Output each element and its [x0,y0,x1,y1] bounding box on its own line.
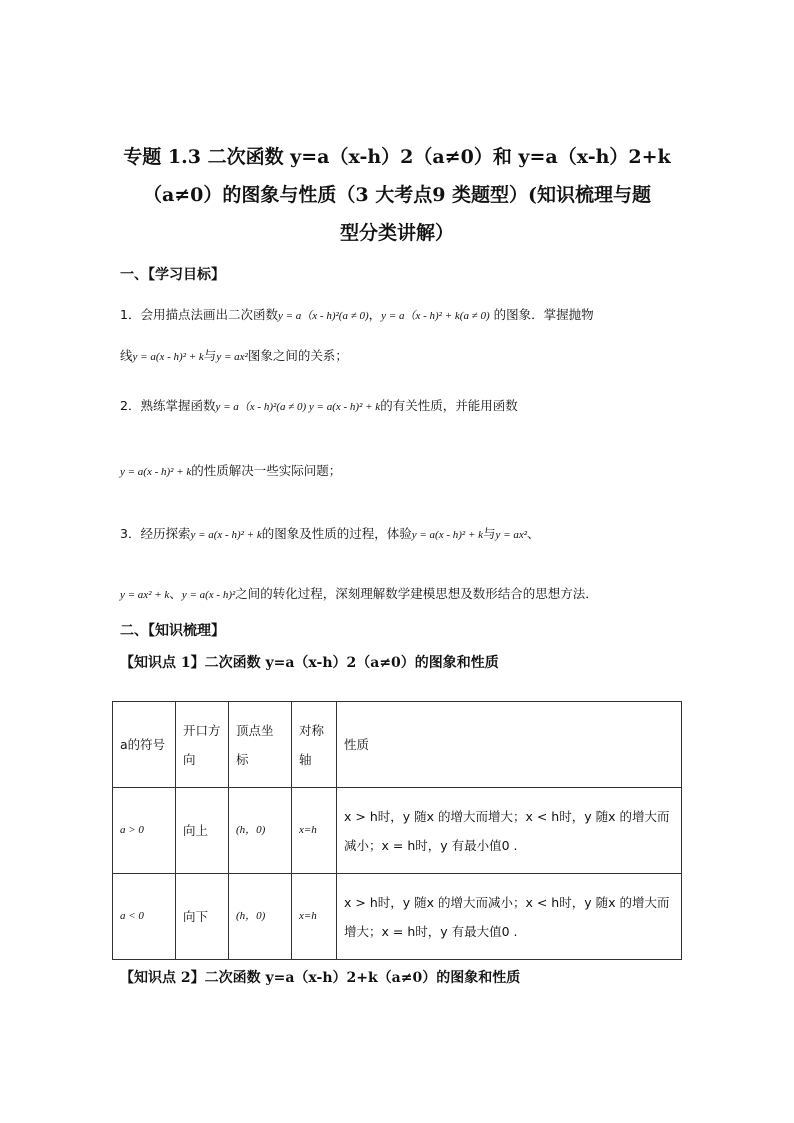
goal-1-formula-1: y = a（x - h)²(a ≠ 0) [277,310,369,322]
properties-table [112,701,682,960]
goal-1-text-c: 线 [120,348,133,363]
title-line-3: 型分类讲解） [339,222,454,244]
header-vertex: 顶点坐标 [229,702,292,788]
title-line-2: （a≠0）的图象与性质（3 大考点9 类题型）(知识梳理与题 [142,184,652,206]
goal-3-text-b: 的图象及性质的过程，体验 [261,526,412,541]
goal-3-formula-3: y = ax² [495,529,528,541]
cell-property: x > h时，y 随x 的增大而增大；x < h时，y 随x 的增大而减小；x = h时，y 有最小值0 . [337,788,682,874]
goal-1-text-a: 1．会用描点法画出二次函数 [120,307,278,322]
goal-2-text-c: 的性质解决一些实际问题； [191,463,342,478]
goal-2-line-1 [120,396,518,414]
header-axis: 对称轴 [292,702,337,788]
cell-direction: 向下 [176,874,229,960]
goal-3-text-f: 之间的转化过程，深刻理解数学建模思想及数形结合的思想方法． [235,586,598,601]
goal-3-line-1 [120,524,540,542]
cell-property: x > h时，y 随x 的增大而减小；x < h时，y 随x 的增大而增大；x = h时，y 有最大值0 . [337,874,682,960]
goal-1-sep: ， [368,307,382,322]
goal-1-formula-2: y = a（x - h)² + k(a ≠ 0) [381,310,490,322]
document-title [110,138,684,252]
section-heading-knowledge: 二、【知识梳理】 [120,623,225,639]
knowledge-point-1-heading: 【知识点 1】二次函数 y=a（x-h）2（a≠0）的图象和性质 [120,655,499,671]
goal-3-text-e: 、 [169,586,182,601]
goal-1-formula-3: y = a(x - h)² + k [132,351,204,363]
goal-3-text-c: 与 [483,526,496,541]
header-direction: 开口方向 [176,702,229,788]
cell-sign: a > 0 [113,788,176,874]
goal-2-line-2 [120,461,341,479]
cell-axis: x=h [292,874,337,960]
header-sign: a的符号 [113,702,176,788]
cell-direction: 向上 [176,788,229,874]
cell-sign: a < 0 [113,874,176,960]
table-row [113,788,682,874]
title-line-1: 专题 1.3 二次函数 y=a（x-h）2（a≠0）和 y=a（x-h）2+k [123,146,671,168]
header-property: 性质 [337,702,682,788]
goal-3-text-d: 、 [527,526,540,541]
section-heading-goals: 一、【学习目标】 [120,267,225,283]
goal-3-formula-2: y = a(x - h)² + k [411,529,484,541]
cell-vertex: (h，0) [229,874,292,960]
goal-1-text-d: 与 [203,348,217,363]
goal-1-text-b: 的图象．掌握抛物 [489,307,594,322]
cell-axis: x=h [292,788,337,874]
goal-2-formula-1: y = a（x - h)²(a ≠ 0) y = a(x - h)² + k [215,401,381,413]
goal-2-formula-2: y = a(x - h)² + k [120,466,192,478]
table-row [113,874,682,960]
goal-2-text-b: 的有关性质，并能用函数 [380,398,518,413]
table-header-row [113,702,682,788]
goal-3-text-a: 3．经历探索 [120,526,191,541]
goal-2-text-a: 2．熟练掌握函数 [120,398,216,413]
goal-3-formula-1: y = a(x - h)² + k [190,529,262,541]
goal-3-line-2 [120,584,598,602]
goal-1-line-1 [120,305,594,323]
knowledge-point-2-heading: 【知识点 2】二次函数 y=a（x-h）2+k（a≠0）的图象和性质 [120,970,521,986]
goal-1-text-e: 图象之间的关系； [247,348,348,363]
goal-3-formula-4: y = ax² + k [120,589,170,601]
goal-3-formula-5: y = a(x - h)² [181,589,236,601]
goal-1-formula-4: y = ax² [216,351,248,363]
goal-1-line-2 [120,346,348,364]
cell-vertex: (h，0) [229,788,292,874]
